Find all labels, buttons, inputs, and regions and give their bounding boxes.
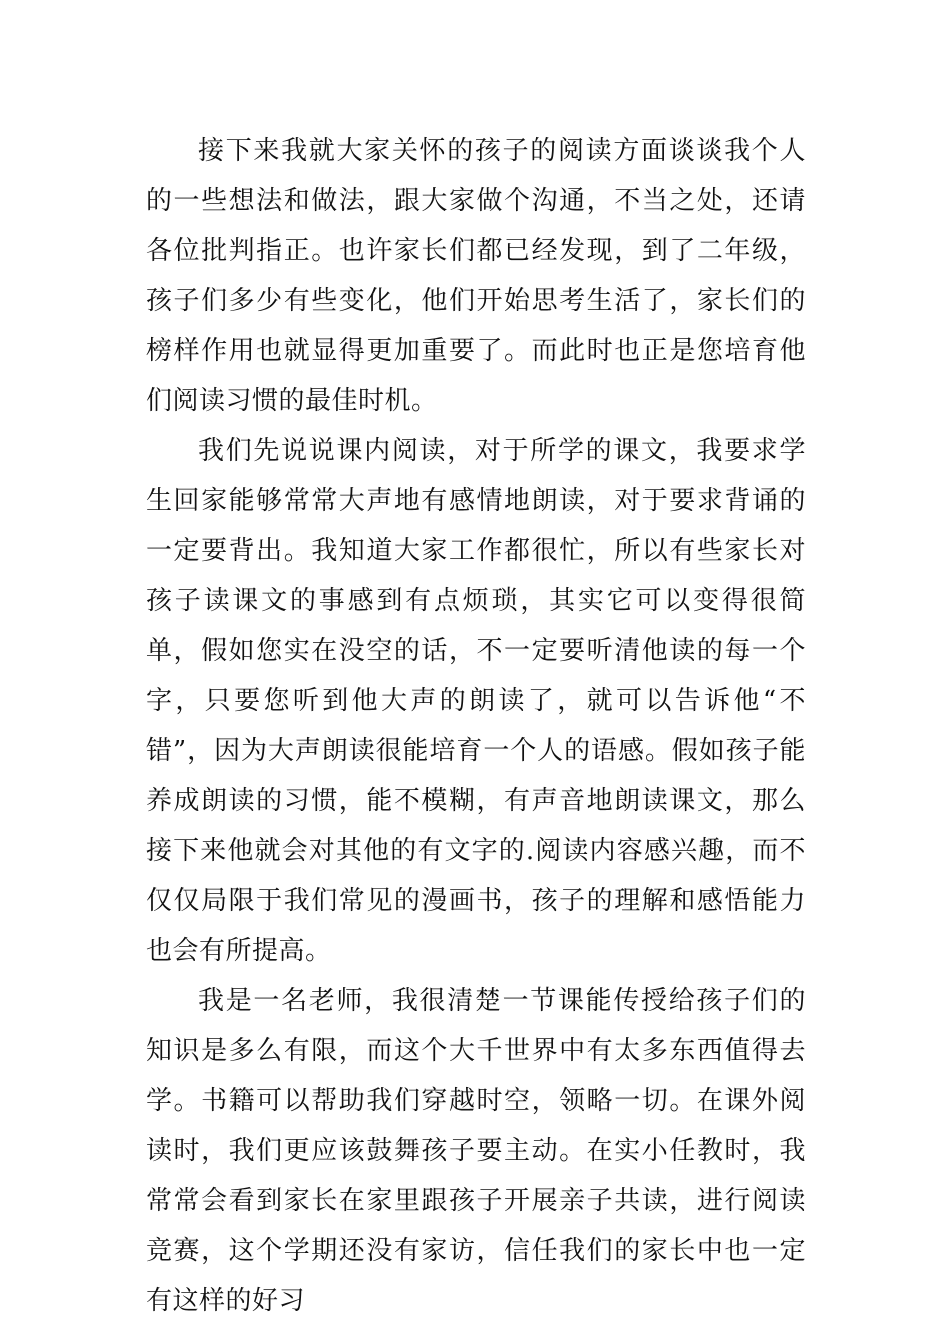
body-text [146, 126, 806, 1326]
paragraph-in-class-reading: 我们先说说课内阅读，对于所学的课文，我要求学生回家能够常常大声地有感情地朗读，对于要求背诵的一定要背出。我知道大家工作都很忙，所以有些家长对孩子读课文的事感到有点烦琐，其实它可以变得很简单，假如您实在没空的话，不一定要听清他读的每一个字，只要您听到他大声的朗读了，就可以告诉他“不错”，因为大声朗读很能培育一个人的语感。假如孩子能养成朗读的习惯，能不模糊，有声音地朗读课文，那么接下来他就会对其他的有文字的.阅读内容感兴趣，而不仅仅局限于我们常见的漫画书，孩子的理解和感悟能力也会有所提高。 [146, 436, 806, 966]
paragraph-extracurricular-reading: 我是一名老师，我很清楚一节课能传授给孩子们的知识是多么有限，而这个大千世界中有太多东西值得去学。书籍可以帮助我们穿越时空，领略一切。在课外阅读时，我们更应该鼓舞孩子要主动。在实小任教时，我常常会看到家长在家里跟孩子开展亲子共读，进行阅读竞赛，这个学期还没有家访，信任我们的家长中也一定有这样的好习 [146, 986, 806, 1316]
paragraph-reading-introduction: 接下来我就大家关怀的孩子的阅读方面谈谈我个人的一些想法和做法，跟大家做个沟通，不当之处，还请各位批判指正。也许家长们都已经发现，到了二年级，孩子们多少有些变化，他们开始思考生活了，家长们的榜样作用也就显得更加重要了。而此时也正是您培育他们阅读习惯的最佳时机。 [146, 136, 806, 416]
